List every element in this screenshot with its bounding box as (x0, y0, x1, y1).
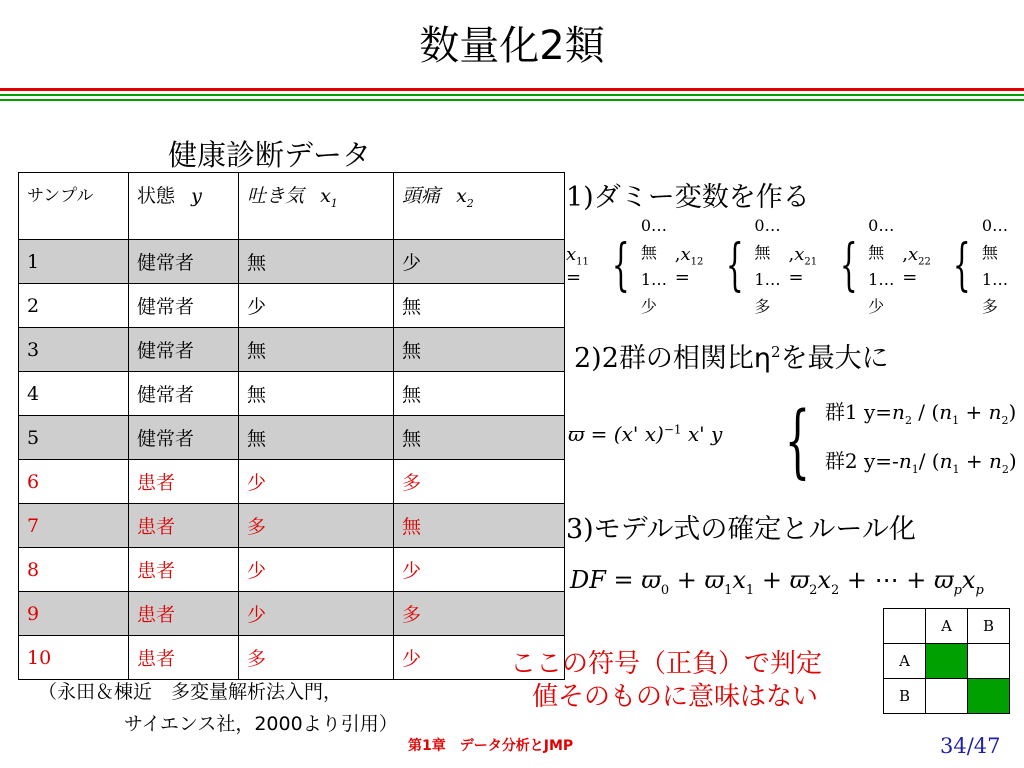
cell-state: 健常者 (129, 416, 239, 460)
cell-sample-id: 7 (19, 504, 129, 548)
table-row (19, 592, 565, 636)
cell-nausea: 少 (239, 284, 394, 328)
grid-row-b: B (884, 679, 926, 714)
dummy-var-def: $x_{11}$ = { 0…無 1…少 (566, 216, 667, 316)
cell-nausea: 多 (239, 504, 394, 548)
citation-line-2: サイエンス社，2000より引用） (124, 713, 398, 735)
cell-sample-id: 1 (19, 240, 129, 284)
dummy-variable-definitions (566, 216, 1016, 316)
health-data-table (18, 172, 565, 680)
cell-nausea: 無 (239, 416, 394, 460)
cell-headache: 少 (394, 636, 565, 680)
model-equation: DF = $ϖ_0 + ϖ_1x_1 + ϖ_2x_2$ + ⋯ + $ϖ_px_p$ (570, 566, 984, 598)
cell-state: 患者 (129, 460, 239, 504)
cell-nausea: 少 (239, 548, 394, 592)
cell-sample-id: 6 (19, 460, 129, 504)
cell-sample-id: 3 (19, 328, 129, 372)
title-rule-red (0, 88, 1024, 91)
cell-headache: 無 (394, 416, 565, 460)
note-line-1: ここの符号（正負）で判定 (510, 649, 823, 679)
cell-sample-id: 4 (19, 372, 129, 416)
cell-headache: 無 (394, 504, 565, 548)
cell-state: 健常者 (129, 328, 239, 372)
grid-cell-bb (968, 679, 1010, 714)
cell-headache: 無 (394, 372, 565, 416)
slide-title: 数量化2類 (419, 23, 605, 69)
table-row (19, 416, 565, 460)
step2-title: 2)2群の相関比$\eta^2$を最大に (574, 343, 889, 374)
weights-equation: ϖ = (x' x)$^{-1}$ x' y (568, 422, 723, 446)
grid-col-a: A (926, 609, 968, 644)
table-caption: 健康診断データ (168, 138, 372, 172)
grid-col-b: B (968, 609, 1010, 644)
classification-grid (883, 608, 1010, 714)
table-row (19, 284, 565, 328)
step1-title: 1)ダミー変数を作る (566, 182, 810, 213)
cell-nausea: 少 (239, 460, 394, 504)
dummy-var-def: $,x_{22}$ = { 0…無 1…多 (902, 216, 1009, 316)
table-row (19, 460, 565, 504)
group-coding-cases: { 群1 $y=n_2 / (n_1 + n_2)$ 群2 $y=-n_1/$ $(n_1 + n_2)$ (770, 392, 1017, 490)
note-line-2: 値そのものに意味はない (532, 682, 819, 712)
cell-sample-id: 2 (19, 284, 129, 328)
page-number: 34/47 (940, 734, 1001, 758)
header-sample: サンプル (19, 173, 129, 240)
cell-state: 患者 (129, 504, 239, 548)
grid-row-a: A (884, 644, 926, 679)
cell-headache: 少 (394, 240, 565, 284)
citation-line-1: （永田＆棟近 多変量解析法入門， (38, 681, 343, 703)
cell-headache: 多 (394, 592, 565, 636)
table-row (19, 504, 565, 548)
table-row (19, 636, 565, 680)
citation (38, 676, 398, 740)
group1-coding: 群1 $y=n_2 / (n_1 + n_2)$ (824, 400, 1017, 427)
table-row (19, 328, 565, 372)
cell-nausea: 無 (239, 372, 394, 416)
grid-cell-ab (968, 644, 1010, 679)
cell-headache: 無 (394, 328, 565, 372)
table-body (19, 240, 565, 680)
table-header-row (19, 173, 565, 240)
cell-sample-id: 5 (19, 416, 129, 460)
header-state: 状態 y (129, 173, 239, 240)
cell-headache: 多 (394, 460, 565, 504)
cell-nausea: 無 (239, 240, 394, 284)
grid-cell-aa (926, 644, 968, 679)
title-rule-green-1 (0, 94, 1024, 96)
group2-coding: 群2 $y=-n_1/$ $(n_1 + n_2)$ (824, 449, 1017, 476)
cell-state: 健常者 (129, 240, 239, 284)
dummy-var-def: $,x_{21}$ = { 0…無 1…少 (788, 216, 895, 316)
cell-headache: 少 (394, 548, 565, 592)
grid-corner (884, 609, 926, 644)
chapter-footer: 第1章 データ分析とJMP (408, 738, 574, 754)
cell-sample-id: 9 (19, 592, 129, 636)
header-nausea: 吐き気 $x_1$ (239, 173, 394, 240)
cell-state: 患者 (129, 548, 239, 592)
cell-nausea: 少 (239, 592, 394, 636)
dummy-var-def: $,x_{12}$ = { 0…無 1…多 (674, 216, 781, 316)
cell-state: 健常者 (129, 372, 239, 416)
cell-headache: 無 (394, 284, 565, 328)
header-headache: 頭痛 $x_2$ (394, 173, 565, 240)
table-row (19, 548, 565, 592)
table-row (19, 372, 565, 416)
step3-title: 3)モデル式の確定とルール化 (566, 514, 916, 545)
cell-nausea: 多 (239, 636, 394, 680)
cell-sample-id: 8 (19, 548, 129, 592)
cell-state: 健常者 (129, 284, 239, 328)
title-rule-green-2 (0, 99, 1024, 101)
cell-state: 患者 (129, 592, 239, 636)
grid-cell-ba (926, 679, 968, 714)
cell-state: 患者 (129, 636, 239, 680)
cell-nausea: 無 (239, 328, 394, 372)
table-row (19, 240, 565, 284)
sign-judgement-note (510, 648, 822, 714)
cell-sample-id: 10 (19, 636, 129, 680)
